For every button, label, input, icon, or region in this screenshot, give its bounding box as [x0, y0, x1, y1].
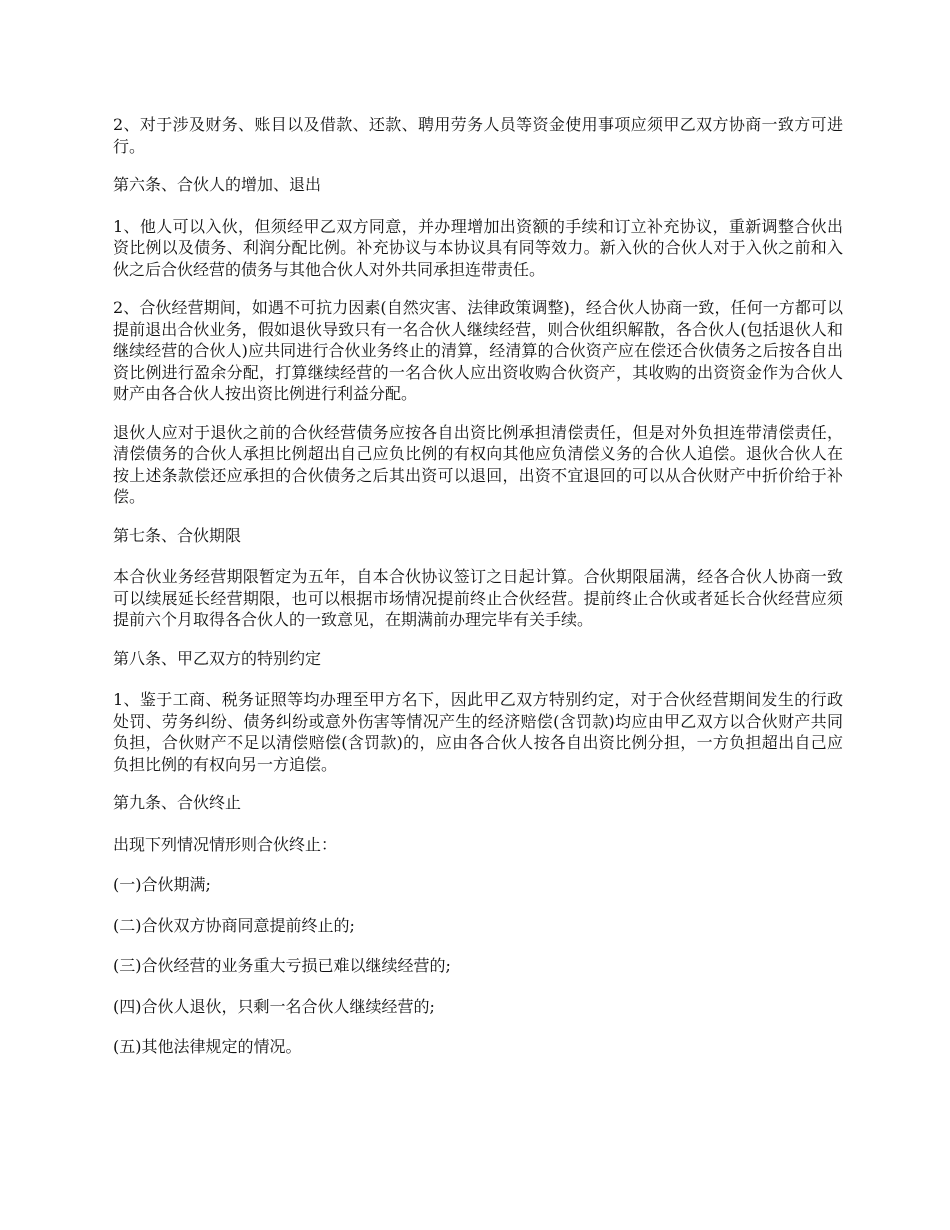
termination-item-3: (三)合伙经营的业务重大亏损已难以继续经营的;: [113, 956, 451, 975]
termination-item-2: (二)合伙双方协商同意提前终止的;: [113, 915, 355, 935]
termination-item-1: (一)合伙期满;: [113, 875, 211, 894]
termination-item-4: (四)合伙人退伙，只剩一名合伙人继续经营的;: [113, 996, 435, 1016]
article-7-heading: 第七条、合伙期限: [113, 525, 242, 545]
termination-item-5: (五)其他法律规定的情况。: [113, 1037, 302, 1056]
paragraph-term: 本合伙业务经营期限暂定为五年，自本合伙协议签订之日起计算。合伙期限届满，经各合伙人协商一致可以续展延长经营期限，也可以根据市场情况提前终止合伙经营。提前终止合伙或者延长合伙经营应须提前六个月取得各合伙人的一致意见，在期满前办理完毕有关手续。: [113, 567, 843, 629]
paragraph-withdrawal-liability: 退伙人应对于退伙之前的合伙经营债务应按各自出资比例承担清偿责任，但是对外负担连带清偿责任，清偿债务的合伙人承担比例超出自己应负比例的有权向其他应负清偿义务的合伙人追偿。退伙合伙人在按上述条款偿还应承担的合伙债务之后其出资可以退回，出资不宜退回的可以从合伙财产中折价给于补偿。: [113, 422, 843, 506]
paragraph-withdrawal: 2、合伙经营期间，如遇不可抗力因素(自然灾害、法律政策调整)，经合伙人协商一致，任何一方都可以提前退出合伙业务，假如退伙导致只有一名合伙人继续经营，则合伙组织解散，各合伙人(包括退伙人和继续经营的合伙人)应共同进行合伙业务终止的清算，经清算的合伙资产应在偿还合伙债务之后按各自出资比例进行盈余分配，打算继续经营的一名合伙人应出资收购合伙资产，其收购的出资资金作为合伙人财产由各合伙人按出资比例进行利益分配。: [113, 298, 843, 403]
paragraph-financial-consent: 2、对于涉及财务、账目以及借款、还款、聘用劳务人员等资金使用事项应须甲乙双方协商一致方可进行。: [113, 115, 843, 156]
paragraph-termination-intro: 出现下列情况情形则合伙终止：: [113, 834, 338, 854]
article-6-heading: 第六条、合伙人的增加、退出: [113, 175, 322, 194]
article-9-heading: 第九条、合伙终止: [113, 793, 242, 812]
paragraph-admission: 1、他人可以入伙，但须经甲乙双方同意，并办理增加出资额的手续和订立补充协议，重新调整合伙出资比例以及债务、利润分配比例。补充协议与本协议具有同等效力。新入伙的合伙人对于入伙之前和入伙之后合伙经营的债务与其他合伙人对外共同承担连带责任。: [113, 216, 843, 279]
article-8-heading: 第八条、甲乙双方的特别约定: [113, 648, 322, 668]
document-page: [113, 114, 843, 1077]
paragraph-special-agreement: 1、鉴于工商、税务证照等均办理至甲方名下，因此甲乙双方特别约定，对于合伙经营期间发生的行政处罚、劳务纠纷、债务纠纷或意外伤害等情况产生的经济赔偿(含罚款)均应由甲乙双方以合伙财产共同负担，合伙财产不足以清偿赔偿(含罚款)的，应由各合伙人按各自出资比例分担，一方负担超出自己应负担比例的有权向另一方追偿。: [113, 690, 843, 774]
